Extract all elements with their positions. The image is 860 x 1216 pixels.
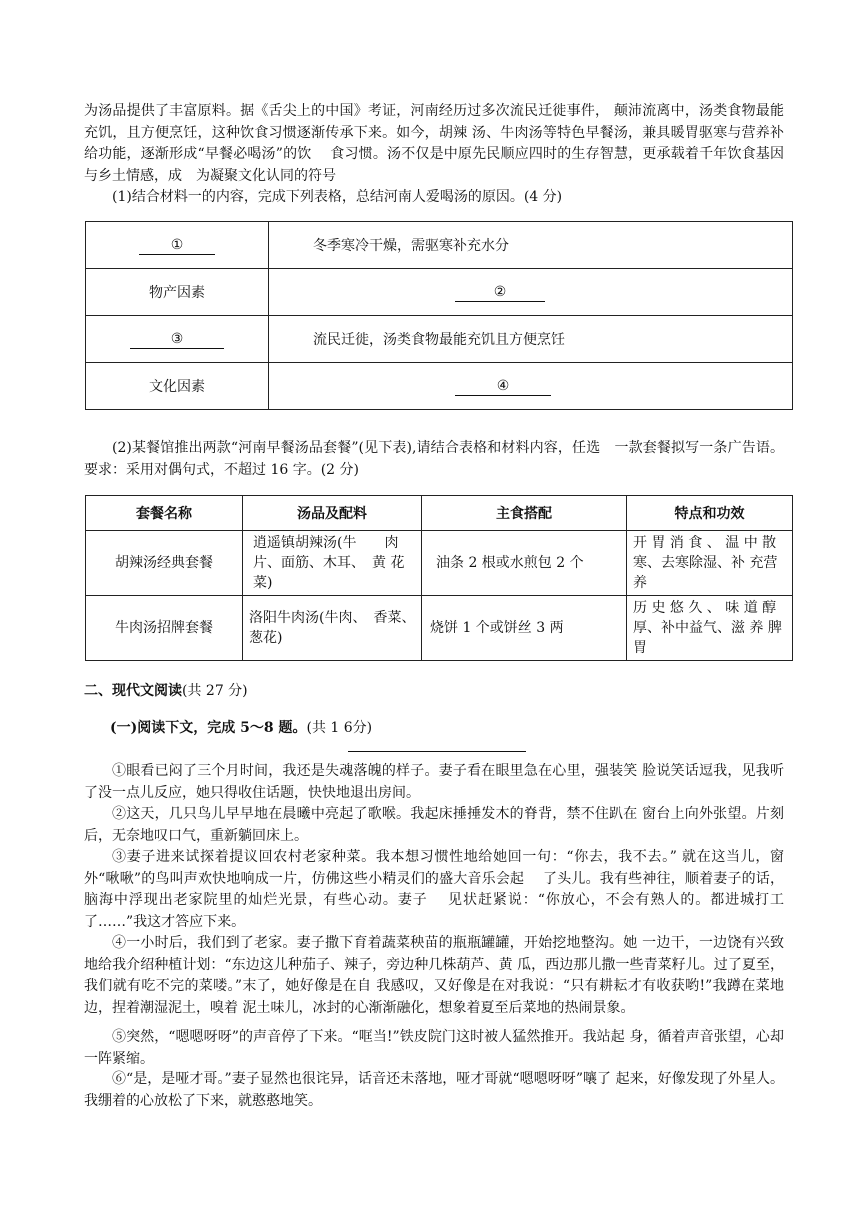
table-row bbox=[86, 596, 793, 661]
table-cell bbox=[86, 316, 269, 363]
header-features: 特点和功效 bbox=[627, 496, 793, 531]
blank-2[interactable]: ② bbox=[455, 283, 545, 302]
table-cell: 冬季寒冷干燥，需驱寒补充水分 bbox=[269, 222, 793, 269]
table-row bbox=[86, 531, 793, 596]
table-cell bbox=[269, 363, 793, 410]
section-2-title: 二、现代文阅读 bbox=[84, 683, 182, 699]
table-cell: 流民迁徙，汤类食物最能充饥且方便烹饪 bbox=[269, 316, 793, 363]
table-row bbox=[86, 269, 793, 316]
table-row bbox=[86, 316, 793, 363]
section-2-score: (共 27 分) bbox=[182, 683, 248, 699]
question-2: (2)某餐馆推出两款“河南早餐汤品套餐”(见下表),请结合表格和材料内容，任选 一款套餐拟写一条广告语。要求：采用对偶句式，不超过 16 字。(2 分) bbox=[84, 440, 784, 478]
table-cell: 洛阳牛肉汤(牛肉、 香菜、葱花) bbox=[243, 596, 422, 661]
blank-1[interactable]: ① bbox=[139, 236, 215, 255]
story-paragraph-3: ③妻子进来试探着提议回农村老家种菜。我本想习惯性地给她回一句：“你去，我不去。” 就在这当儿，窗外“啾啾”的鸟叫声欢快地响成一片，仿佛这些小精灵们的盛大音乐会起 了头儿。我有些神往，顺着妻子的话，脑海中浮现出老家院里的灿烂光景，有些心动。妻子 见状赶紧说：“你放心，不会有熟人的。都进城打工了……”我这才答应下来。 bbox=[84, 849, 784, 930]
table-cell: 开 胃 消 食 、 温 中 散 寒、去寒除湿、补 充营养 bbox=[627, 531, 793, 596]
table-cell bbox=[269, 269, 793, 316]
subsection-1-title: (一)阅读下文，完成 5～8 题。 bbox=[110, 720, 307, 736]
intro-paragraph: 为汤品提供了丰富原料。据《舌尖上的中国》考证，河南经历过多次流民迁徙事件， 颠沛流离中，汤类食物最能充饥，且方便烹饪，这种饮食习惯逐渐传承下来。如今，胡辣 汤、牛肉汤等特色早餐汤，兼具暖胃驱寒与营养补给功能，逐渐形成“早餐必喝汤”的饮 食习惯。汤不仅是中原先民顺应四时的生存智慧，更承载着千年饮食基因与乡土情感，成 为凝聚文化认同的符号 bbox=[84, 103, 784, 184]
title-blank-line bbox=[348, 751, 526, 752]
table-row bbox=[86, 222, 793, 269]
table-cell: 油条 2 根或水煎包 2 个 bbox=[422, 531, 627, 596]
story-paragraph-2: ②这天，几只鸟儿早早地在晨曦中亮起了歌喉。我起床捶捶发木的脊背，禁不住趴在 窗台上向外张望。片刻后，无奈地叹口气，重新躺回床上。 bbox=[84, 806, 784, 844]
table-cell bbox=[86, 222, 269, 269]
blank-3[interactable]: ③ bbox=[130, 330, 224, 349]
story-paragraph-1: ①眼看已闷了三个月时间，我还是失魂落魄的样子。妻子看在眼里急在心里，强装笑 脸说笑话逗我，见我听了没一点儿反应，她只得收住话题，快快地退出房间。 bbox=[84, 763, 784, 801]
header-soup: 汤品及配料 bbox=[243, 496, 422, 531]
table-cell: 逍遥镇胡辣汤(牛 肉片、面筋、木耳、 黄 花菜) bbox=[243, 531, 422, 596]
header-staple: 主食搭配 bbox=[422, 496, 627, 531]
table-cell: 烧饼 1 个或饼丝 3 两 bbox=[422, 596, 627, 661]
table-row bbox=[86, 363, 793, 410]
question-1: (1)结合材料一的内容，完成下列表格，总结河南人爱喝汤的原因。(4 分) bbox=[112, 189, 563, 205]
table-cell: 胡辣汤经典套餐 bbox=[86, 531, 243, 596]
breakfast-sets-table bbox=[85, 495, 793, 661]
header-set-name: 套餐名称 bbox=[86, 496, 243, 531]
section-2-heading bbox=[84, 681, 248, 701]
table-cell: 历 史 悠 久 、 味 道 醇 厚、补中益气、滋 养 脾 胃 bbox=[627, 596, 793, 661]
subsection-1-score: (共 1 6分) bbox=[306, 720, 373, 736]
story-paragraph-5: ⑤突然，“嗯嗯呀呀”的声音停了下来。“哐当!”铁皮院门这时被人猛然推开。我站起 身，循着声音张望，心却一阵紧缩。 bbox=[84, 1029, 784, 1067]
table-cell: 牛肉汤招牌套餐 bbox=[86, 596, 243, 661]
table-cell: 文化因素 bbox=[86, 363, 269, 410]
blank-4[interactable]: ④ bbox=[455, 377, 551, 396]
subsection-1-heading bbox=[110, 718, 372, 738]
story-paragraph-4: ④一小时后，我们到了老家。妻子撒下育着蔬菜秧苗的瓶瓶罐罐，开始挖地整沟。她 一边干，一边饶有兴致地给我介绍种植计划：“东边这儿种茄子、辣子，旁边种几株葫芦、黄 瓜，西边那儿撒一些青菜籽儿。过了夏至，我们就有吃不完的菜喽。”末了，她好像是在自 我感叹，又好像是在对我说：“只有耕耘才有收获哟!”我蹲在菜地边，捏着潮湿泥土，嗅着 泥土味儿，冰封的心渐渐融化，想象着夏至后菜地的热闹景象。 bbox=[84, 935, 784, 1016]
story-paragraph-6: ⑥“是，是哑才哥。”妻子显然也很诧异，话音还未落地，哑才哥就“嗯嗯呀呀”嚷了 起来，好像发现了外星人。我绷着的心放松了下来，就憨憨地笑。 bbox=[84, 1071, 784, 1109]
reasons-table bbox=[85, 221, 793, 410]
table-cell: 物产因素 bbox=[86, 269, 269, 316]
table-header-row bbox=[86, 496, 793, 531]
